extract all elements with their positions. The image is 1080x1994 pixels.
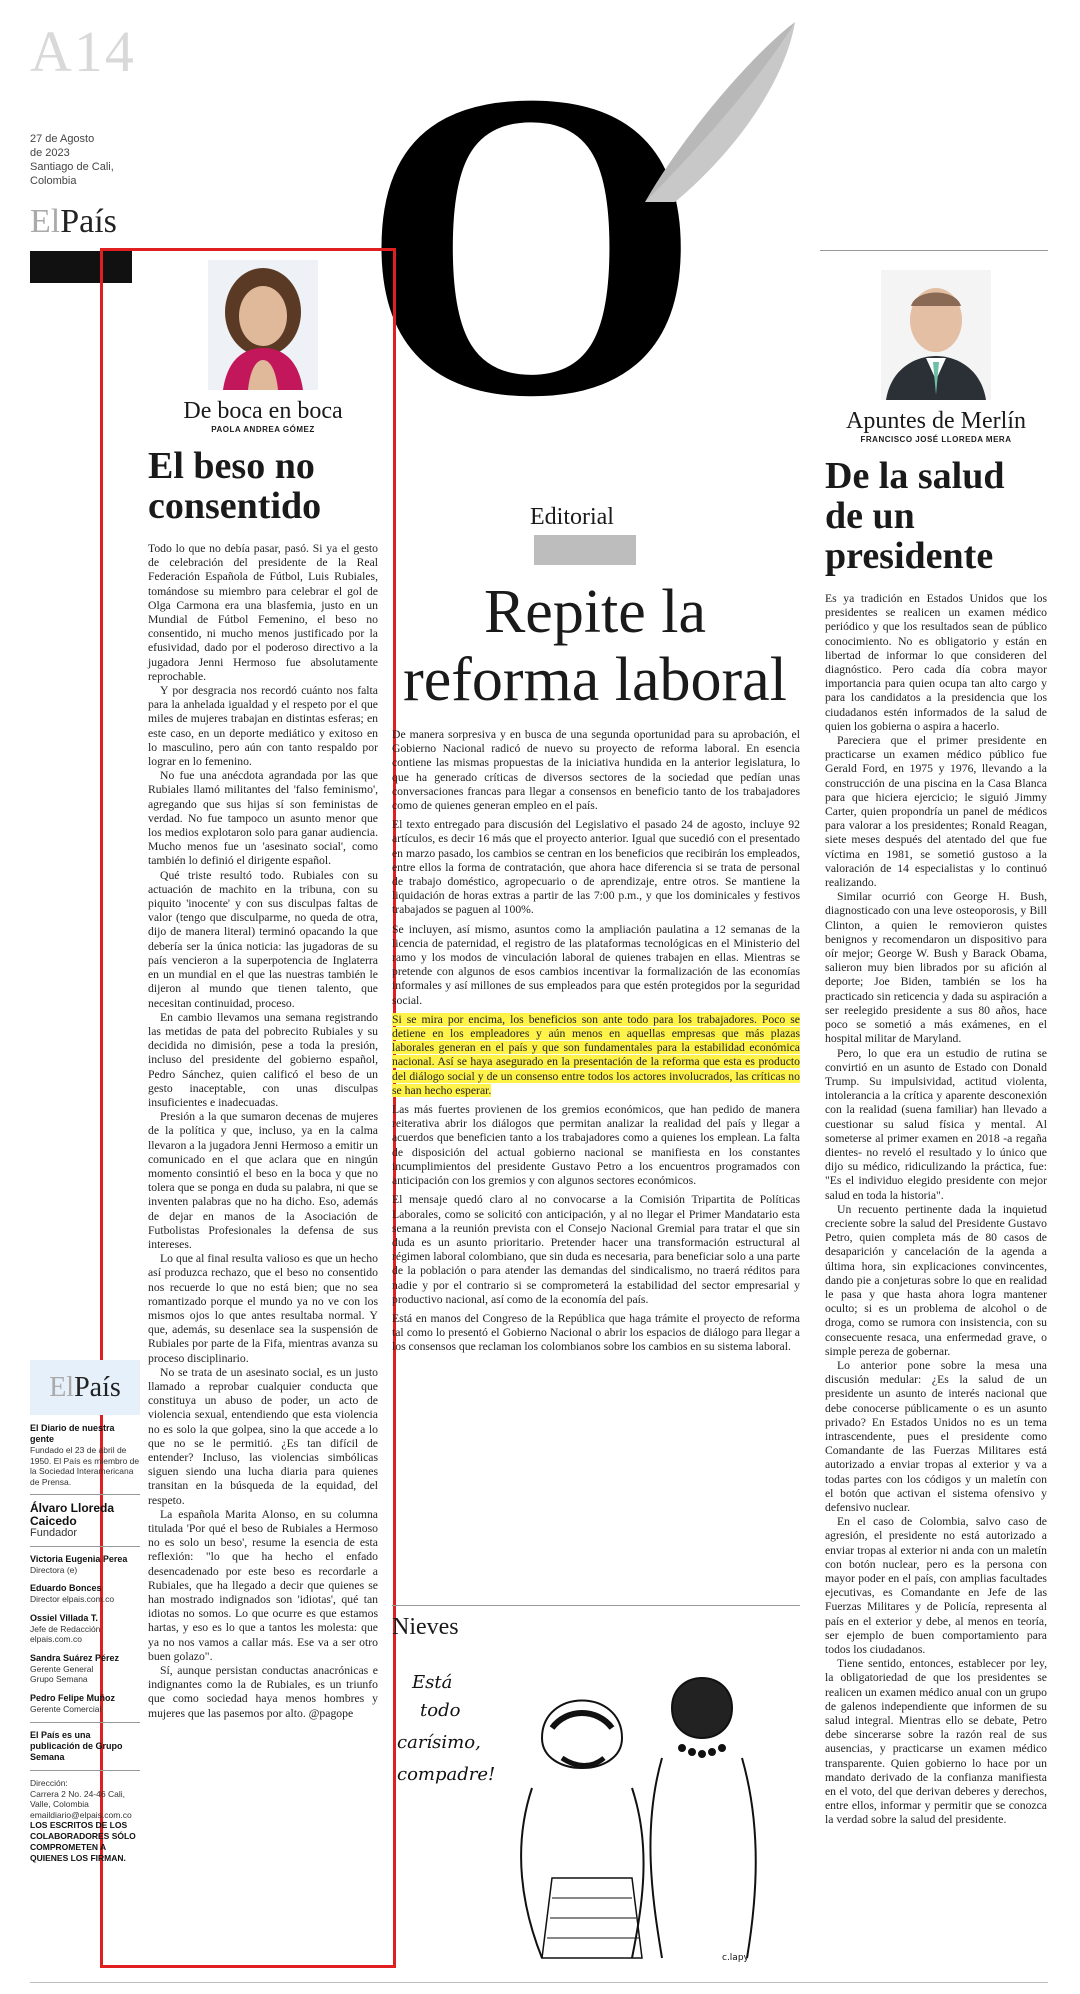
staff-role: Gerente General [30,1663,94,1674]
cartoon-signature: c.lapy [722,1953,749,1963]
sidebar-logo-el: El [49,1372,75,1403]
paragraph: Qué triste resultó todo. Rubiales con su actuación de machito en la tribuna, con su piquito 'inocente' y con sus disculpas faltas de valor (tengo que disculparme, no queda de otra, dijo de manera literal) terminó opacando la que debería ser la única noticia: las jugadoras de su país vencieron a la superpotencia de Inglaterra en un mundial en el que las nuestras también le dijeron al mundo que tienen talento, que necesitan continuidad, proceso. [148,868,378,1010]
paragraph: Similar ocurrió con George H. Bush, diagnosticado con una leve osteoporosis, y Bill Clinton, a quien le removieron quistes benignos y recomendaron un dispositivo para oír mejor; George W. Bush y Barack Obama, salieron muy bien librados por su afición al deporte; Joe Biden, también se los ha practicado sin reticencia y dada su aspiración a ser reelegido presidente a sus 80 años, hace poco se sometió a más exámenes, en el hospital militar de Maryland. [825,890,1047,1046]
paragraph: No se trata de un asesinato social, es un justo llamado a reprobar cualquier conducta que constituya un abuso de poder, un acto de violencia sexual, entendiendo que esta violencia no es solo la que golpea, sino la que accede a lo que no se le permitió. ¿Es tan difícil de entender? Incluso, las violencias simbólicas siguen siendo una lucha diaria para quienes transitan en la búsqueda de la equidad, del respeto. [148,1365,378,1507]
staff-role: Directora (e) [30,1564,78,1575]
cartoon-rule [392,1605,800,1606]
logo-pais: País [60,203,117,240]
editorial-title: Repite la reforma laboral [403,578,787,714]
paragraph: La española Marita Alonso, en su columna titulada 'Por qué el beso de Rubiales a Hermoso no es solo un beso', resume la esencia de esta reflexión: "lo que ha hecho el enfado desencadenado por este beso es recordarle a Rubiales, que ha llegado a decir que quienes se han mostrado indignados son 'idiotas', qué tan idiotas no somos. Lo que ocurre es que estamos hartas, y eso es lo que a tantos les molesta: que ya no nos vamos a callar más. Ese va a ser otro buen golazo". [148,1507,378,1663]
column-body-right [825,592,1047,1828]
staff-extra: Grupo Semana [30,1674,88,1684]
paragraph: Presión a la que sumaron decenas de mujeres de la política y que, incluso, ya en la calma llevaron a la jugadora Jenni Hermoso a emitir un comunicado en el que aclara que en ningún momento consintió el beso en la boca y que no tolera que se ponga en duda su palabra, ni que se inventen palabras que no ha dicho. Eso, además de dejar en manos de la Asociación de Futbolistas Profesionales la defensa de sus intereses. [148,1110,378,1251]
paragraph: Un recuento pertinente dada la inquietud creciente sobre la salud del Presidente Gustavo Petro, quien completa más de 80 casos de desaparición y cancelación de la agenda a última hora, sin explicaciones convincentes, dando pie a conjeturas sobre lo que en realidad le pasa y que hasta ahora logra mantener oculto; si es un problema de alcohol o de droga, como se rumora con insistencia, con su consecuente resaca, una enfermedad grave, o simple pereza de gobernar. [825,1202,1047,1358]
accent-mark-icon [645,22,795,202]
paragraph: En el caso de Colombia, salvo caso de agresión, el presidente no está autorizado a enviar tropas al exterior ni anda con un maletín con botón nuclear, pero es la persona con mayor poder en el país, con amplias facultades ejecutivas, es Comandante en Jefe de las Fuerzas Militares y de Policía, representa al país en el exterior y debe, al menos en teoría, ser ejemplo de buen comportamiento para todos los ciudadanos. [825,1515,1047,1657]
right-rule [820,250,1048,251]
speech-line: Está [412,1672,453,1693]
column-title-right: De la salud de un presidente [825,455,1005,577]
paragraph: Es ya tradición en Estados Unidos que los presidentes se realicen un examen médico periódico y que los resultados sean de público conocimiento. No es obligatorio y están en libertad de informar lo que consideren del diagnóstico. Pero cada día cobra mayor importancia para quien ocupa tan alto cargo y para los candidatos a la presidencia que los ciudadanos estén informados de la salud de quien los gobierna o aspira a hacerlo. [825,592,1047,733]
sidebar-founded: Fundado el 23 de abril de 1950. El País es miembro de la Sociedad Interamericana de Prensa. [30,1445,140,1487]
sidebar-rule [30,1770,140,1771]
paragraph: Las más fuertes provienen de los gremios económicos, que han pedido de manera reiterativa abrir los diálogos que permitan analizar la realidad del país y llegar a acuerdos que beneficien tanto a los trabajadores como a quienes los emplean. La falta de disposición del actual gobierno nacional se manifiesta en los constantes incumplimientos del presidente Gustavo Petro a los encuentros programados con anticipación con los gremios y con algunos sectores económicos. [392,1103,800,1188]
sidebar-publication: El País es una publicación de Grupo Semana [30,1730,123,1762]
sidebar-founder-name: Álvaro Lloreda Caicedo [30,1501,115,1528]
sidebar-rule [30,1722,140,1723]
paragraph: Tiene sentido, entonces, establecer por ley, la obligatoriedad de que los presidentes se realicen un examen médico anual con un grupo de galenos independiente que informen de su salud integral. Mientras ello se debate, Petro debe sincerarse sobre la razón real de sus ausencias, y practicarse un examen médico transparente. Quien gobierno lo hace por un mandato derivado de la confianza manifiesta en el voto, del que derivan deberes y derechos, entre ellos, informar y permitir que se conozca la verdad sobre la salud del presidente. [825,1657,1047,1827]
date-line: de 2023 [30,147,70,159]
sidebar-address: Carrera 2 No. 24-46 Cali, Valle, Colombia [30,1788,125,1809]
paragraph: Lo anterior pone sobre la mesa una discusión medular: ¿Es la salud de un presidente un asunto de interés nacional que debe conocerse públicamente o es un asunto privado? En Estados Unidos no es un tema intrascendente, pues el presidente como Comandante de las Fuerzas Militares está autorizado a enviar tropas al exterior y va a todas partes con los códigos y un maletín con el botón que activan el sistema ofensivo y defensivo nuclear. [825,1358,1047,1514]
big-letter-o: O [360,1,703,488]
column-section-right: Apuntes de Merlín [846,408,1026,434]
sidebar-email: emaildiario@elpais.com.co [30,1809,132,1820]
bottom-rule [30,1982,1048,1983]
staff-name: Victoria Eugenia Perea [30,1553,128,1564]
column-title-left: El beso no consentido [148,445,322,527]
paragraph: Todo lo que no debía pasar, pasó. Si ya el gesto de celebración del presidente de la Real Federación Española de Fútbol, Luis Rubiales, tomándose su miembro para celebrar el gol de Olga Carmona era una blasfemia, justo en un Mundial de Fútbol Femenino, el beso no consentido, ni mucho menos justificado por la efusividad, dado por el poderoso directivo a la jugadora Jenni Hermoso fue absolutamente reprochable. [148,542,378,683]
highlighted-text: Si se mira por encima, los beneficios son ante todo para los trabajadores. Poco se detiene en los empleadores y aún menos en aquellas empresas que más plazas laborales generan en el país y que son fundamentales para la estabilidad económica nacional. Así se haya asegurado en la presentación de la reforma que esta es producto del diálogo social y de un consenso entre todos los actores involucrados, las críticas no se han hecho esperar. [392,1012,800,1097]
paragraph: El texto entregado para discusión del Legislativo el pasado 24 de agosto, incluye 92 artículos, es decir 16 más que el proyecto anterior. Igual que sucedió con el presentado en marzo pasado, los cambios se centran en los beneficios que recibirán los empleados, entre ellos la forma de contratación, que ahora hace diferencia si se trata de personal de trabajo doméstico, agropecuario o de aprendizaje, entre otros. Se mantiene la liquidación de horas extras a partir de las 7:00 p.m., y que los dominicales y festivos trabajados se paguen al 100%. [392,818,800,917]
sidebar-motto: El Diario de nuestra gente [30,1423,115,1444]
cartoon-illustration [392,1648,802,1968]
cartoon-title: Nieves [392,1614,459,1640]
column-author-left: PAOLA ANDREA GÓMEZ [211,425,315,434]
paragraph: Pero, lo que era un estudio de rutina se convirtió en un asunto de Estado con Donald Trump. Su impulsividad, actitud violenta, intolerancia a la crítica y aparente desconexión con la realidad (suena familiar) han llevado a cuestionar su salud física y mental. Al someterse al primer examen en 2018 -a regaña dientes- no reveló el resultado y lo único que dijo su médico, ridiculizando la práctica, fue: "Es el individuo elegido presidente con mejor salud en toda la historia". [825,1046,1047,1202]
column-section-left: De boca en boca [183,398,343,424]
sidebar-address-label: Dirección: [30,1778,68,1788]
staff-entry [30,1613,140,1645]
page-number: A14 [30,19,136,84]
column-body-left [148,542,378,1721]
paragraph: Está en manos del Congreso de la República que haga trámite el proyecto de reforma tal como lo presentó el Gobierno Nacional o abrir los espacios de diálogo para llegar a los consensos que reclaman los colombianos sobre los cambios en su sistema laboral. [392,1311,800,1354]
paragraph: En cambio llevamos una semana registrando las metidas de pata del pobrecito Rubiales y su decidida no dimisión, pese a toda la presión, incluso del presidente del gobierno español, Pedro Sánchez, quien calificó el beso de un gesto inaceptable, con unas disculpas insuficientes e inadecuadas. [148,1010,378,1109]
staff-entry [30,1693,140,1715]
sidebar-founder-role: Fundador [30,1527,78,1539]
editorial-body [392,728,800,1360]
left-column [148,260,378,1721]
paragraph: Sí, aunque persistan conductas anacrónicas e indignantes como la de Rubiales, es un triunfo que como sociedad haya menos hombres y mujeres que las pasemos por alto. @pagope [148,1664,378,1720]
paragraph: Se incluyen, así mismo, asuntos como la ampliación paulatina a 12 semanas de la licencia de paternidad, el registro de las plataformas tecnológicas en el Ministerio del ramo y los modos de vinculación laboral de quienes trabajen en ellas. Mientras se pretende con algunos de esos cambios incentivar la formalización de las economías informales y así millones de sus empleados para que estén protegidos por la seguridad social. [392,922,800,1007]
staff-extra: elpais.com.co [30,1634,82,1644]
date-line: Colombia [30,175,77,187]
paragraph: Pareciera que el primer presidente en practicarse un examen médico público fue Gerald Ford, en 1975 y 1976, llevando a la construcción de una piscina en la Casa Blanca para que hiciera ejercicio; le siguió Jimmy Carter, quien propondría un panel de médicos para valorar a los presidentes; Ronald Reagan, siete meses después del atentado del que fue víctima en 1981, se sometió gustoso a la valoración de 14 especialistas y lo continuó realizando. [825,734,1047,890]
date-line: Santiago de Cali, [30,161,114,173]
sidebar-rule [30,1494,140,1495]
staff-role: Gerente Comercial [30,1703,102,1714]
staff-name: Sandra Suárez Pérez [30,1652,120,1663]
speech-line: todo [420,1700,461,1721]
paragraph: Y por desgracia nos recordó cuánto nos falta para la anhelada igualdad y el respeto por el que miles de mujeres trabajan en distintas esferas; en este caso, en un deporte mediático y exitoso en lo masculino, pero aún con tanto respaldo por lograr en lo femenino. [148,684,378,769]
speech-line: carísimo, [397,1732,481,1753]
staff-role: Director elpais.com.co [30,1594,115,1604]
logo-el: El [30,203,61,240]
column-author-right: FRANCISCO JOSÉ LLOREDA MERA [860,435,1012,444]
staff-name: Pedro Felipe Muñoz [30,1692,116,1703]
paragraph: No fue una anécdota agrandada por las que Rubiales llamó militantes del 'falso feminismo', agregando que sus hijas sí son feministas de verdad. No fue tampoco un asunto menor que los medios explotaron solo para ganar audiencia. Mucho menos fue un 'asesinato social', como también lo definió el dirigente español. [148,769,378,868]
staff-entry [30,1583,140,1605]
staff-entry [30,1653,140,1685]
sidebar-logo [30,1360,140,1415]
paragraph: El mensaje quedó claro al no convocarse a la Comisión Tripartita de Políticas Laborales, como se solicitó con anticipación, y al no llegar el Primer Mandatario esta semana a la reunión prevista con el Consejo Nacional Gremial para tratar el que sin duda es un asunto prioritario. Pretender hacer una transformación estructural al régimen laboral colombiano, que sin duda es necesaria, para beneficiar solo a una parte de la población o para atender las demandas del sindicalismo, no traerá réditos para nadie y por el contrario si se comprometerá la estabilidad del sector empresarial y productivo nacional, así como de la economía del país. [392,1193,800,1306]
sidebar-rule [30,1546,140,1547]
masthead-sidebar [30,1360,140,1864]
staff-name: Eduardo Bonces [30,1583,102,1593]
sidebar-logo-pais: País [74,1372,121,1403]
paragraph: Lo que al final resulta valioso es que un hecho así produzca rechazo, que el beso no consentido nos recuerde lo que no está bien; que no sea romantizado porque el mundo ya no ve con los mismos ojos lo que antes resultaba normal. Y que, además, su desenlace sea la suspensión de Rubiales por parte de la Fifa, mientras avanza su proceso disciplinario. [148,1252,378,1365]
sidebar-disclaimer: LOS ESCRITOS DE LOS COLABORADORES SÓLO COMPROMETEN A QUIENES LOS FIRMAN. [30,1820,136,1863]
staff-entry [30,1554,140,1576]
paragraph [392,1013,800,1098]
editorial-label: Editorial [530,504,614,530]
sidebar-staff [30,1554,140,1715]
right-column [825,270,1047,1828]
editorial-bar [534,535,636,565]
staff-role: Jefe de Redacción [30,1623,101,1634]
date-block [30,132,140,188]
author-photo-right [881,270,991,400]
staff-name: Ossiel Villada T. [30,1612,98,1623]
speech-line: compadre! [397,1764,496,1785]
author-photo-left [208,260,318,390]
paragraph: De manera sorpresiva y en busca de una segunda oportunidad para su aprobación, el Gobierno Nacional radicó de nuevo su proyecto de reforma laboral. En esencia contiene las mismas propuestas de la iniciativa hundida en la anterior legislatura, lo que ha generado críticas de diversos sectores de la sociedad que pedían unas conversaciones francas para llegar a consensos en beneficio tanto de los trabajadores como de quienes generan empleo en el país. [392,728,800,813]
masthead-logo [30,203,117,241]
date-line: 27 de Agosto [30,133,95,145]
